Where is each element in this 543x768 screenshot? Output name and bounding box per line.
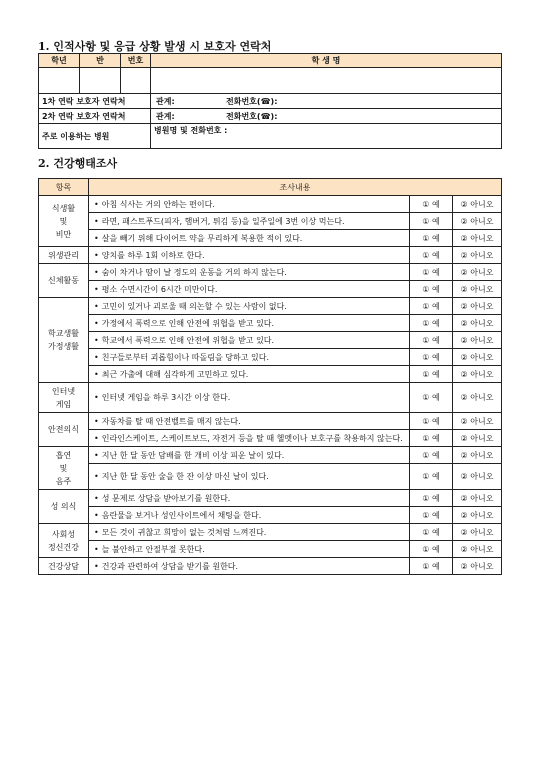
survey-category: 성 의식 [39, 490, 89, 524]
question-text: 인터넷 게임을 하루 3시간 이상 한다. [101, 393, 231, 402]
bullet-icon [94, 562, 102, 571]
option-yes[interactable]: ① 예 [410, 213, 453, 230]
option-yes[interactable]: ① 예 [410, 247, 453, 264]
survey-category: 사회성 정신건강 [39, 524, 89, 558]
option-yes[interactable]: ① 예 [410, 524, 453, 541]
option-no[interactable]: ② 아니오 [453, 383, 502, 413]
survey-row [39, 281, 502, 298]
option-no[interactable]: ② 아니오 [453, 413, 502, 430]
question-text: 살을 빼기 위해 다이어트 약을 무리하게 복용한 적이 있다. [101, 233, 303, 243]
number-cell[interactable] [121, 68, 151, 94]
survey-row [39, 430, 502, 447]
question-text: 늘 불안하고 안절부절 못한다. [101, 544, 205, 554]
survey-row [39, 447, 502, 464]
survey-question [89, 541, 410, 558]
survey-question [89, 507, 410, 524]
contact1-relation: 관계: [156, 96, 175, 106]
option-yes[interactable]: ① 예 [410, 464, 453, 490]
bullet-icon [94, 200, 102, 209]
option-no[interactable]: ② 아니오 [453, 281, 502, 298]
survey-row [39, 196, 502, 213]
survey-category: 신체활동 [39, 264, 89, 298]
survey-category: 위생관리 [39, 247, 89, 264]
question-text: 가정에서 폭력으로 인해 안전에 위협을 받고 있다. [101, 318, 275, 328]
option-no[interactable]: ② 아니오 [453, 349, 502, 366]
option-yes[interactable]: ① 예 [410, 490, 453, 507]
option-no[interactable]: ② 아니오 [453, 264, 502, 281]
survey-row [39, 332, 502, 349]
survey-question [89, 447, 410, 464]
section2-title: 2. 건강행태조사 [38, 157, 118, 170]
question-text: 친구들로부터 괴롭힘이나 따돌림을 당하고 있다. [101, 352, 269, 362]
survey-row [39, 541, 502, 558]
bullet-icon [94, 417, 102, 426]
survey-question [89, 349, 410, 366]
survey-row [39, 507, 502, 524]
survey-category: 안전의식 [39, 413, 89, 447]
option-no[interactable]: ② 아니오 [453, 298, 502, 315]
bullet-icon [94, 370, 102, 379]
survey-question [89, 558, 410, 575]
option-no[interactable]: ② 아니오 [453, 332, 502, 349]
question-text: 평소 수면시간이 6시간 미만이다. [101, 284, 218, 294]
option-no[interactable]: ② 아니오 [453, 490, 502, 507]
question-text: 아침 식사는 거의 안하는 편이다. [101, 199, 215, 209]
option-no[interactable]: ② 아니오 [453, 524, 502, 541]
survey-row [39, 383, 502, 413]
survey-category: 학교생활 가정생활 [39, 298, 89, 383]
survey-row [39, 247, 502, 264]
option-yes[interactable]: ① 예 [410, 507, 453, 524]
contact1-row [39, 94, 502, 109]
survey-category: 건강상담 [39, 558, 89, 575]
survey-question [89, 524, 410, 541]
option-yes[interactable]: ① 예 [410, 230, 453, 247]
option-no[interactable]: ② 아니오 [453, 464, 502, 490]
contact2-fields[interactable] [151, 109, 502, 124]
bullet-icon [94, 494, 102, 503]
option-yes[interactable]: ① 예 [410, 558, 453, 575]
section1-title: 1. 인적사항 및 응급 상황 발생 시 보호자 연락처 [38, 40, 272, 53]
survey-row [39, 490, 502, 507]
survey-row [39, 524, 502, 541]
option-no[interactable]: ② 아니오 [453, 558, 502, 575]
survey-question [89, 383, 410, 413]
survey-category: 흡연 및 음주 [39, 447, 89, 490]
survey-question [89, 332, 410, 349]
option-no[interactable]: ② 아니오 [453, 507, 502, 524]
contact2-phone: 전화번호(☎): [226, 111, 278, 121]
bullet-icon [94, 217, 102, 226]
option-yes[interactable]: ① 예 [410, 383, 453, 413]
question-text: 성 문제로 상담을 받아보기를 원한다. [101, 493, 231, 503]
option-no[interactable]: ② 아니오 [453, 430, 502, 447]
class-cell[interactable] [80, 68, 121, 94]
bullet-icon [94, 472, 102, 481]
survey-category: 인터넷 게임 [39, 383, 89, 413]
question-text: 지난 한 달 동안 담배를 한 개비 이상 피운 날이 있다. [101, 450, 285, 460]
bullet-icon [94, 528, 102, 537]
survey-question [89, 213, 410, 230]
hospital-value[interactable]: 병원명 및 전화번호 : [151, 124, 502, 149]
question-text: 자동차를 탈 때 안전벨트를 매지 않는다. [101, 416, 241, 426]
survey-table [38, 178, 502, 575]
hospital-row [39, 124, 502, 149]
option-no[interactable]: ② 아니오 [453, 541, 502, 558]
survey-question [89, 196, 410, 213]
bullet-icon [94, 234, 102, 243]
survey-row [39, 366, 502, 383]
question-text: 최근 가출에 대해 심각하게 고민하고 있다. [101, 369, 249, 379]
survey-row [39, 413, 502, 430]
grade-header: 학년 [39, 54, 80, 68]
question-text: 모든 것이 귀찮고 희망이 없는 것처럼 느껴진다. [101, 527, 267, 537]
bullet-icon [94, 319, 102, 328]
grade-cell[interactable] [39, 68, 80, 94]
option-yes[interactable]: ① 예 [410, 281, 453, 298]
question-text: 고민이 있거나 괴로울 때 의논할 수 있는 사람이 없다. [101, 301, 287, 311]
bullet-icon [94, 302, 102, 311]
option-yes[interactable]: ① 예 [410, 413, 453, 430]
option-no[interactable]: ② 아니오 [453, 230, 502, 247]
survey-question [89, 230, 410, 247]
survey-question [89, 264, 410, 281]
bullet-icon [94, 251, 102, 260]
option-no[interactable]: ② 아니오 [453, 213, 502, 230]
contact2-row [39, 109, 502, 124]
option-yes[interactable]: ① 예 [410, 366, 453, 383]
content-header: 조사내용 [89, 179, 502, 196]
bullet-icon [94, 434, 102, 443]
survey-question [89, 281, 410, 298]
option-yes[interactable]: ① 예 [410, 298, 453, 315]
bullet-icon [94, 393, 102, 402]
survey-question [89, 366, 410, 383]
survey-question [89, 413, 410, 430]
student-name-header: 학 생 명 [151, 54, 502, 68]
survey-header-row [39, 179, 502, 196]
survey-row [39, 464, 502, 490]
class-header: 반 [80, 54, 121, 68]
option-yes[interactable]: ① 예 [410, 447, 453, 464]
question-text: 라면, 패스트푸드(피자, 햄버거, 튀김 등)을 일주일에 3번 이상 먹는다. [101, 216, 345, 226]
survey-row [39, 264, 502, 281]
number-header: 번호 [121, 54, 151, 68]
option-yes[interactable]: ① 예 [410, 541, 453, 558]
student-name-cell[interactable] [151, 68, 502, 94]
option-no[interactable]: ② 아니오 [453, 366, 502, 383]
contact-table [38, 53, 502, 149]
bullet-icon [94, 353, 102, 362]
contact1-label: 1차 연락 보호자 연락처 [39, 94, 151, 109]
bullet-icon [94, 511, 102, 520]
bullet-icon [94, 285, 102, 294]
survey-question [89, 315, 410, 332]
question-text: 학교에서 폭력으로 인해 안전에 위협을 받고 있다. [101, 335, 275, 345]
contact1-fields[interactable] [151, 94, 502, 109]
question-text: 양치를 하루 1회 이하로 한다. [101, 250, 205, 260]
question-text: 숨이 차거나 땀이 날 정도의 운동을 거의 하지 않는다. [101, 267, 287, 277]
survey-row [39, 349, 502, 366]
option-yes[interactable]: ① 예 [410, 196, 453, 213]
bullet-icon [94, 545, 102, 554]
option-yes[interactable]: ① 예 [410, 332, 453, 349]
survey-question [89, 430, 410, 447]
contact-header-row [39, 54, 502, 68]
question-text: 음란물을 보거나 성인사이트에서 채팅을 한다. [101, 510, 262, 520]
survey-question [89, 247, 410, 264]
survey-category: 식생활 및 비만 [39, 196, 89, 247]
option-no[interactable]: ② 아니오 [453, 196, 502, 213]
bullet-icon [94, 451, 102, 460]
option-yes[interactable]: ① 예 [410, 264, 453, 281]
question-text: 지난 한 달 동안 술을 한 잔 이상 마신 날이 있다. [101, 472, 269, 481]
contact1-phone: 전화번호(☎): [226, 96, 278, 106]
survey-row [39, 315, 502, 332]
category-header: 항목 [39, 179, 89, 196]
contact2-label: 2차 연락 보호자 연락처 [39, 109, 151, 124]
option-no[interactable]: ② 아니오 [453, 247, 502, 264]
survey-question [89, 490, 410, 507]
contact2-relation: 관계: [156, 111, 175, 121]
student-info-row [39, 68, 502, 94]
option-yes[interactable]: ① 예 [410, 349, 453, 366]
survey-row [39, 230, 502, 247]
survey-row [39, 298, 502, 315]
survey-row [39, 213, 502, 230]
option-yes[interactable]: ① 예 [410, 430, 453, 447]
bullet-icon [94, 268, 102, 277]
question-text: 건강과 관련하여 상담을 받기를 원한다. [101, 561, 239, 571]
question-text: 인라인스케이트, 스케이트보드, 자전거 등을 탈 때 헬멧이나 보호구를 착용하지 않는다. [101, 433, 403, 443]
hospital-label: 주로 이용하는 병원 [39, 124, 151, 149]
survey-question [89, 298, 410, 315]
survey-question [89, 464, 410, 490]
option-no[interactable]: ② 아니오 [453, 447, 502, 464]
bullet-icon [94, 336, 102, 345]
option-yes[interactable]: ① 예 [410, 315, 453, 332]
option-no[interactable]: ② 아니오 [453, 315, 502, 332]
survey-row [39, 558, 502, 575]
